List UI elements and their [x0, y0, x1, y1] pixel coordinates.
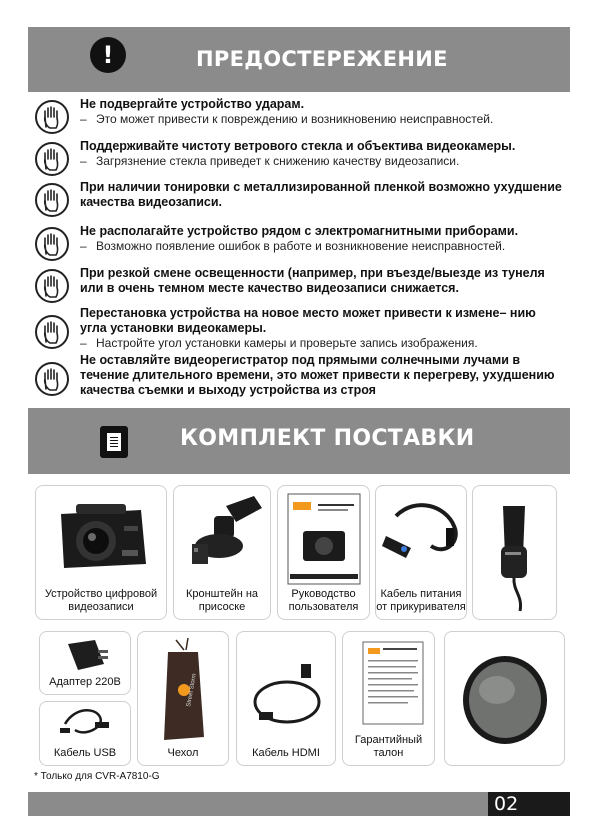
warning-heading: При резкой смене освещенности (например, при въезде/выезде из тунеля или в очень темном месте качество видеозаписи снижается. [80, 266, 545, 295]
pouch-brand-text: Street Storm [186, 673, 198, 708]
kit-label-manual: Руководство пользователя [288, 588, 359, 613]
remote-image [473, 486, 557, 616]
adapter-image [40, 632, 131, 682]
exclamation-icon: ! [90, 37, 126, 73]
kit-item-pouch [137, 631, 229, 766]
kit-label-usb: Кабель USB [53, 747, 117, 759]
kit-label-hdmi: Кабель HDMI [252, 747, 320, 759]
kit-item-manual [277, 485, 370, 620]
document-icon [100, 426, 128, 458]
hand-stop-icon-glyph [41, 188, 63, 212]
hand-stop-icon [35, 269, 69, 303]
kit-label-pouch: Чехол [167, 747, 199, 759]
pouch-image [138, 632, 229, 747]
kit-item-dvr [35, 485, 167, 620]
hand-stop-icon [35, 227, 69, 261]
warning-heading: Не подвергайте устройство ударам. [80, 97, 305, 111]
warning-text [80, 139, 565, 169]
warning-banner [28, 27, 570, 92]
kit-title: КОМПЛЕКТ ПОСТАВКИ [180, 426, 475, 451]
warning-text [80, 306, 565, 351]
kit-banner [28, 408, 570, 474]
kit-item-adapter [39, 631, 131, 695]
kit-item-warranty [342, 631, 435, 766]
warning-detail-text: Возможно появление ошибок в работе и возникновение неисправностей. [96, 239, 506, 253]
warning-text [80, 180, 565, 210]
warning-heading: Не оставляйте видеорегистратор под прямыми солнечными лучами в течение длительного времени, это может привести к перегреву, ухудшению качества съемки и выходу устройства из строя [80, 353, 555, 397]
manual-image [278, 486, 370, 586]
warning-text [80, 224, 565, 254]
hand-stop-icon [35, 183, 69, 217]
hand-stop-icon-glyph [41, 367, 63, 391]
warning-text [80, 353, 565, 398]
hand-stop-icon-glyph [41, 147, 63, 171]
hand-stop-icon-glyph [41, 320, 63, 344]
hand-stop-icon [35, 100, 69, 134]
hand-stop-icon [35, 362, 69, 396]
kit-label-dvr: Устройство цифровой видеозаписи [44, 588, 158, 613]
cpl-filter-image [445, 632, 565, 766]
kit-item-hdmi [236, 631, 336, 766]
warning-detail-text: Настройте угол установки камеры и проверьте запись изображения. [96, 336, 478, 350]
hand-stop-icon [35, 315, 69, 349]
warning-heading: Перестановка устройства на новое место может привести к измене– нию угла установки видеокамеры. [80, 306, 536, 335]
hand-stop-icon [35, 142, 69, 176]
bracket-image [174, 486, 271, 581]
warning-detail [80, 239, 565, 254]
warning-detail-text: Загрязнение стекла приведет к снижению качеству видеозаписи. [96, 154, 460, 168]
warning-title: ПРЕДОСТЕРЕЖЕНИЕ [196, 47, 448, 71]
kit-label-car-cable: Кабель питания от прикуривателя [376, 588, 466, 613]
kit-label-bracket: Кронштейн на присоске [185, 588, 259, 613]
dash-glyph: – [80, 112, 87, 126]
footnote: * Только для CVR-A7810-G [34, 771, 160, 782]
kit-item-bracket [173, 485, 271, 620]
dash-glyph: – [80, 336, 87, 350]
hand-stop-icon-glyph [41, 105, 63, 129]
kit-label-warranty: Гарантийный талон [354, 734, 423, 759]
warning-text [80, 97, 565, 127]
warning-detail [80, 112, 565, 127]
hand-stop-icon-glyph [41, 274, 63, 298]
warranty-image [343, 632, 435, 732]
kit-item-usb [39, 701, 131, 766]
dash-glyph: – [80, 239, 87, 253]
warning-heading: Не располагайте устройство рядом с электромагнитными приборами. [80, 224, 519, 238]
hdmi-image [237, 632, 336, 747]
footer-bar [28, 792, 570, 816]
warning-detail [80, 336, 565, 351]
usb-image [40, 702, 131, 752]
warning-heading: Поддерживайте чистоту ветрового стекла и объектива видеокамеры. [80, 139, 516, 153]
warning-detail-text: Это может привести к повреждению и возникновению неисправностей. [96, 112, 494, 126]
page-number: 02 [488, 792, 570, 816]
kit-item-car-cable [375, 485, 467, 620]
dash-glyph: – [80, 154, 87, 168]
hand-stop-icon-glyph [41, 232, 63, 256]
car-cable-image [376, 486, 467, 581]
warning-text [80, 266, 565, 296]
warning-detail [80, 154, 565, 169]
kit-item-filter [444, 631, 565, 766]
dvr-image [36, 486, 167, 581]
kit-label-adapter: Адаптер 220В [49, 676, 121, 688]
warning-heading: При наличии тонировки с металлизированной пленкой возможно ухудшение качества видеозаписи. [80, 180, 562, 209]
kit-item-remote [472, 485, 557, 620]
